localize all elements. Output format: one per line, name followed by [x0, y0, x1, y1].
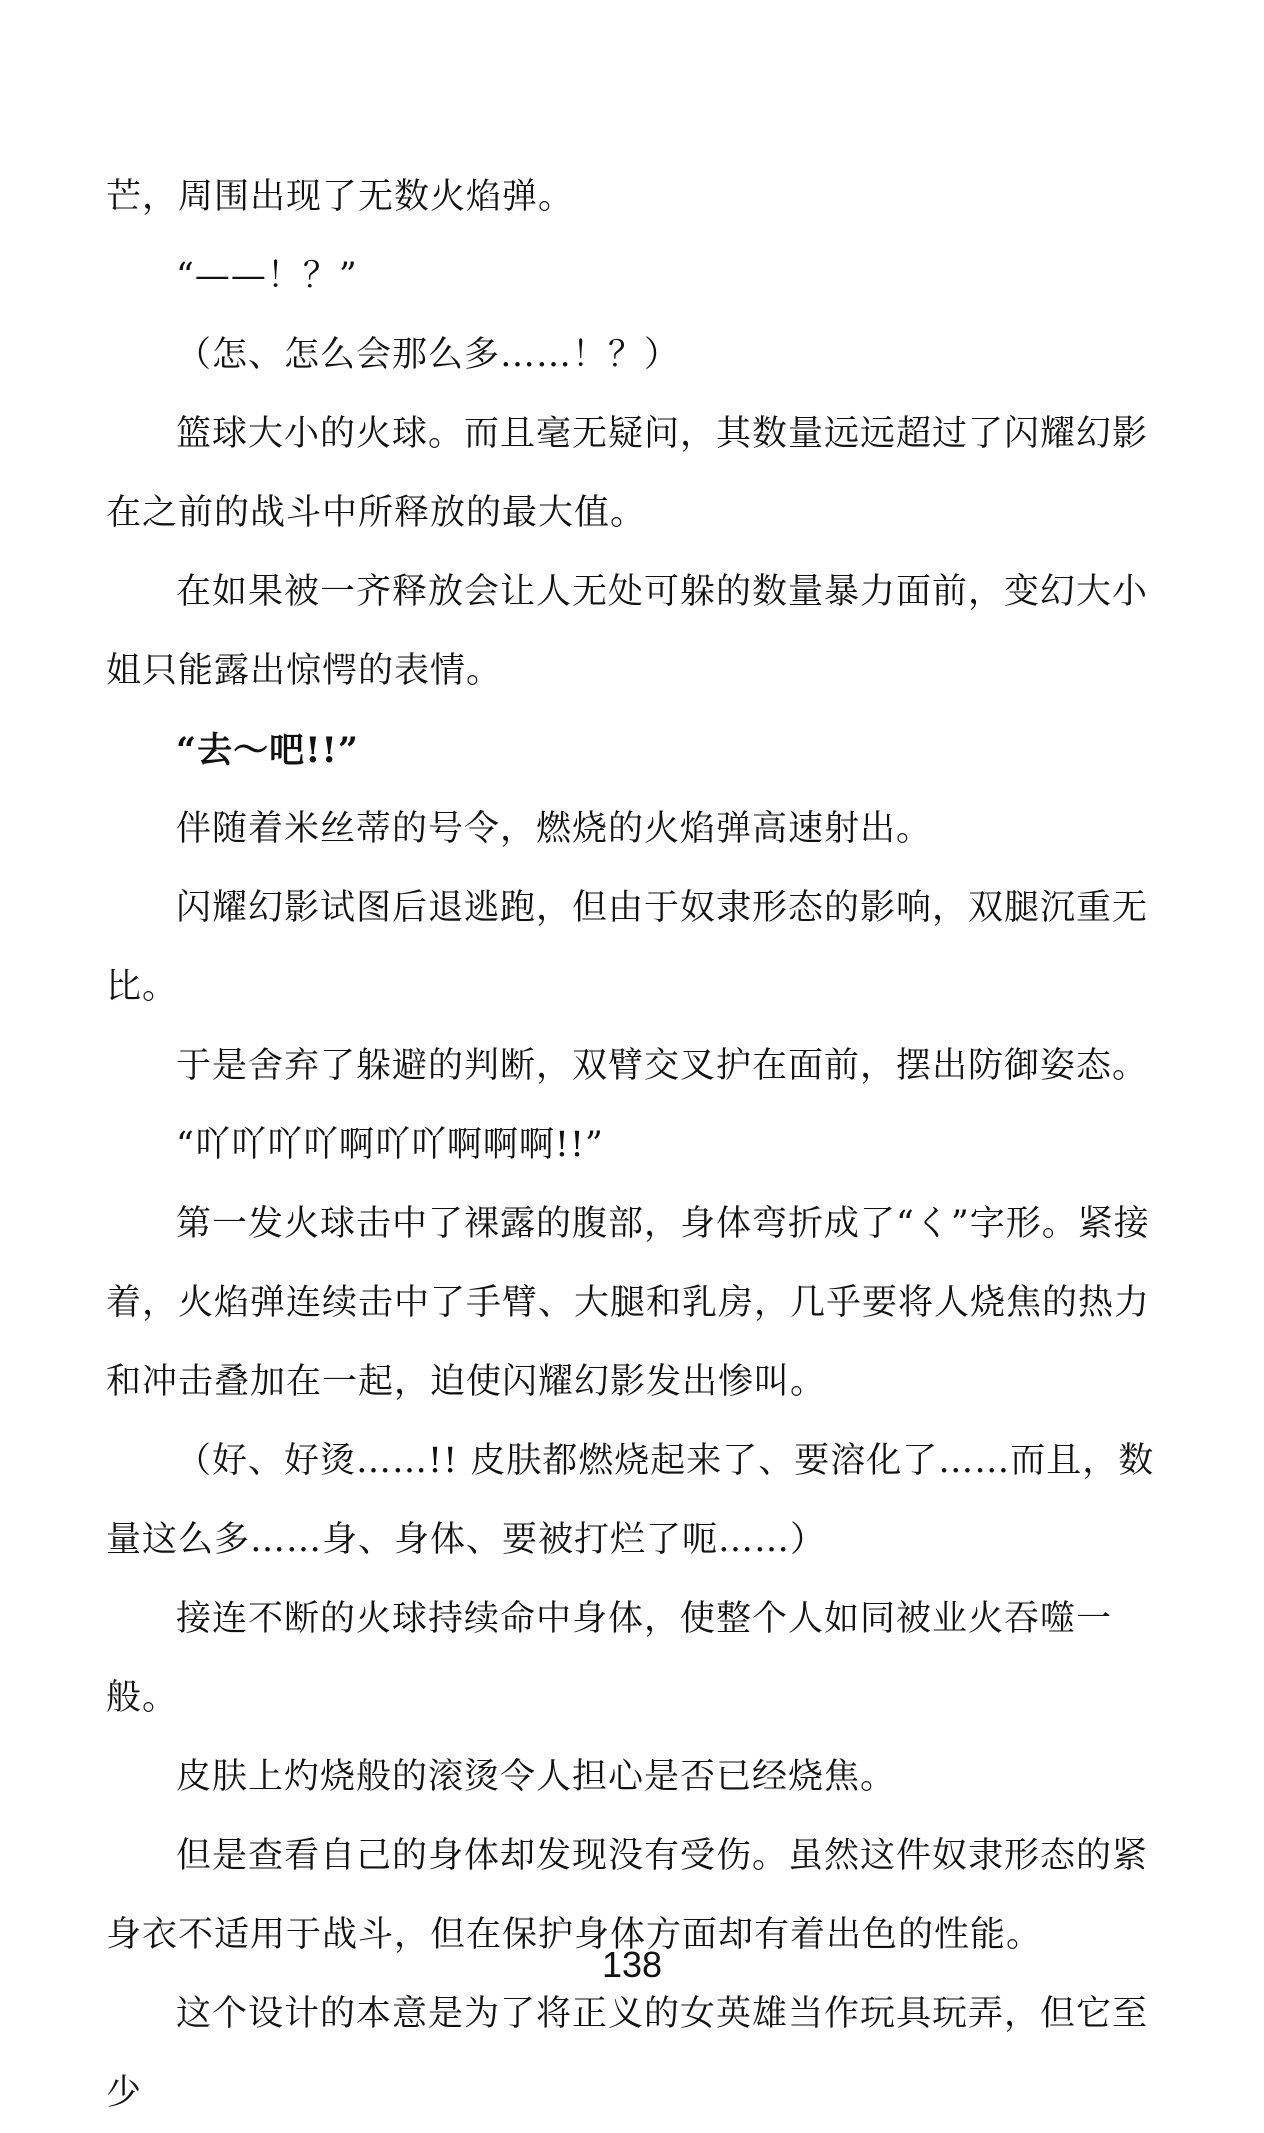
paragraph-2: “——！？”: [176, 256, 358, 296]
paragraph-13: 接连不断的火球持续命中身体，使整个人如同被业火吞噬一般。: [106, 1599, 1113, 1718]
paragraph-5: 在如果被一齐释放会让人无处可躲的数量暴力面前，变幻大小姐只能露出惊愕的表情。: [106, 572, 1149, 691]
paragraph-15: 但是查看自己的身体却发现没有受伤。虽然这件奴隶形态的紧身衣不适用于战斗，但在保护身体方面却有着出色的性能。: [106, 1836, 1149, 1955]
paragraph-12: （好、好烫……!! 皮肤都燃烧起来了、要溶化了……而且，数量这么多……身、身体、要被打烂了呃……）: [106, 1441, 1155, 1560]
paragraph-9: 于是舍弃了躲避的判断，双臂交叉护在面前，摆出防御姿态。: [176, 1046, 1149, 1086]
paragraph-6: “去～吧!!”: [176, 730, 359, 771]
paragraph-11: 第一发火球击中了裸露的腹部，身体弯折成了“く”字形。紧接着，火焰弹连续击中了手臂、大腿和乳房，几乎要将人烧焦的热力和冲击叠加在一起，迫使闪耀幻影发出惨叫。: [106, 1204, 1151, 1402]
paragraph-1: 芒，周围出现了无数火焰弹。: [106, 177, 575, 217]
paragraph-3: （怎、怎么会那么多……！？）: [176, 335, 681, 375]
paragraph-16: 这个设计的本意是为了将正义的女英雄当作玩具玩弄，但它至少: [106, 1994, 1149, 2113]
paragraph-4: 篮球大小的火球。而且毫无疑问，其数量远远超过了闪耀幻影在之前的战斗中所释放的最大值。: [106, 414, 1149, 533]
body-text: [106, 158, 1166, 2133]
paragraph-10: “吖吖吖吖啊吖吖啊啊啊!!”: [176, 1125, 604, 1165]
page-number: 138: [601, 1944, 663, 1985]
paragraph-14: 皮肤上灼烧般的滚烫令人担心是否已经烧焦。: [176, 1757, 897, 1797]
paragraph-8: 闪耀幻影试图后退逃跑，但由于奴隶形态的影响，双腿沉重无比。: [106, 888, 1149, 1007]
paragraph-7: 伴随着米丝蒂的号令，燃烧的火焰弹高速射出。: [176, 809, 933, 849]
